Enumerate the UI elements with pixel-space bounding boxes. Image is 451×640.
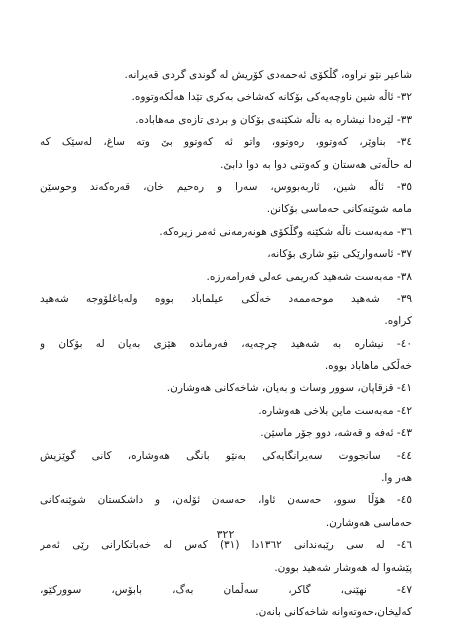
text-line: مامە شوێنەکانی حەماسی بۆکانن. <box>266 203 412 216</box>
text-line: ٤٧- نهێنی، گاکر، سەڵمان بەگ، بابۆس، سوورکێو، <box>40 583 412 596</box>
text-line: ٤٦- لە سی رێبەندانی ١٣٦٢دا (٣١) کەس لە خەباتکارانی رێی ئەمر <box>40 539 412 552</box>
text-line: ٤١- قزقاپان، سوور وسات و بەیان، شاخەکانی هەوشارن. <box>166 382 412 395</box>
text-line: ٤٢- مەبەست ماین بلاخی هەوشارە. <box>258 404 412 417</box>
text-line: ٣٣- لێرەدا نیشارە بە ناڵە شکێنەی بۆکان و بردی تازەی مەهابادە. <box>135 113 412 126</box>
text-line: ٣٧- ئاسەوارێکی نێو شاری بۆکانە، <box>267 248 412 261</box>
text-line: ٤٤- سانجووت سەیرانگایەکی بەنێو بانگی هەوشارە، کانی گوێزیش <box>40 449 412 462</box>
text-line: ٣٢- ئاڵە شین ناوچەیەکی بۆکانە کەشاخی بەکری تێدا هەڵکەوتووە. <box>131 91 412 104</box>
text-line: ٣٥- ئاڵە شین، ئاربەبووس، سەرا و رەحیم خان، قەرەکەند وحوسێن <box>40 180 412 193</box>
text-line: هەر وا. <box>381 472 412 485</box>
text-line: ٣٦- مەبەست ناڵە شکێنە وگڵکۆی هونەرمەنی ئەمر زیرەکە. <box>159 225 412 238</box>
text-line: ٣٩- شەهید موحەممەد خەڵکی عیلماباد بووە ولەباغلۆوجە شەهید <box>40 292 412 305</box>
text-line: ٤٣- ئەفە و قەشە، دوو جۆر ماسێن. <box>260 427 412 440</box>
text-line: حەماسی هەوشارن. <box>325 516 412 529</box>
page-number: ٣٢٢ <box>216 528 235 541</box>
text-line: کراوە. <box>384 315 412 328</box>
text-line: کەلیخان،حەوتەوانە شاخەکانی بانەن. <box>255 606 412 619</box>
text-line: ٤٥- هۆڵا سوو، حەسەن ئاوا، حەسەن ئۆلەن، و داشکستان شوێنەکانی <box>40 494 412 507</box>
text-line: لە حاڵەتی هەستان و کەوتنی دوا بە دوا دابێ. <box>220 158 412 171</box>
text-line: ٣٤- بناوێر، کەوتوو، رەوتوو، واتو ئە کەوتوو بێ وتە ساغ، لەسێک کە <box>40 136 412 149</box>
text-line: شاعیر نێو نراوه، گڵکۆی ئەحمەدی کۆریش لە گوندی گردی قەیرانە. <box>124 69 412 81</box>
text-line: ٤٠- نیشارە بە شەهید چرچەیە، فەرماندە هێزی بەیان لە بۆکان و <box>40 337 412 350</box>
text-line: پێشەوا لە هەوشار شەهید بوون. <box>274 561 412 574</box>
text-line: ٣٨- مەبەست شەهید کەریمی عەلی فەرامەرزە. <box>206 270 412 283</box>
text-line: خەڵکی ماهاباد بووە. <box>324 360 412 373</box>
